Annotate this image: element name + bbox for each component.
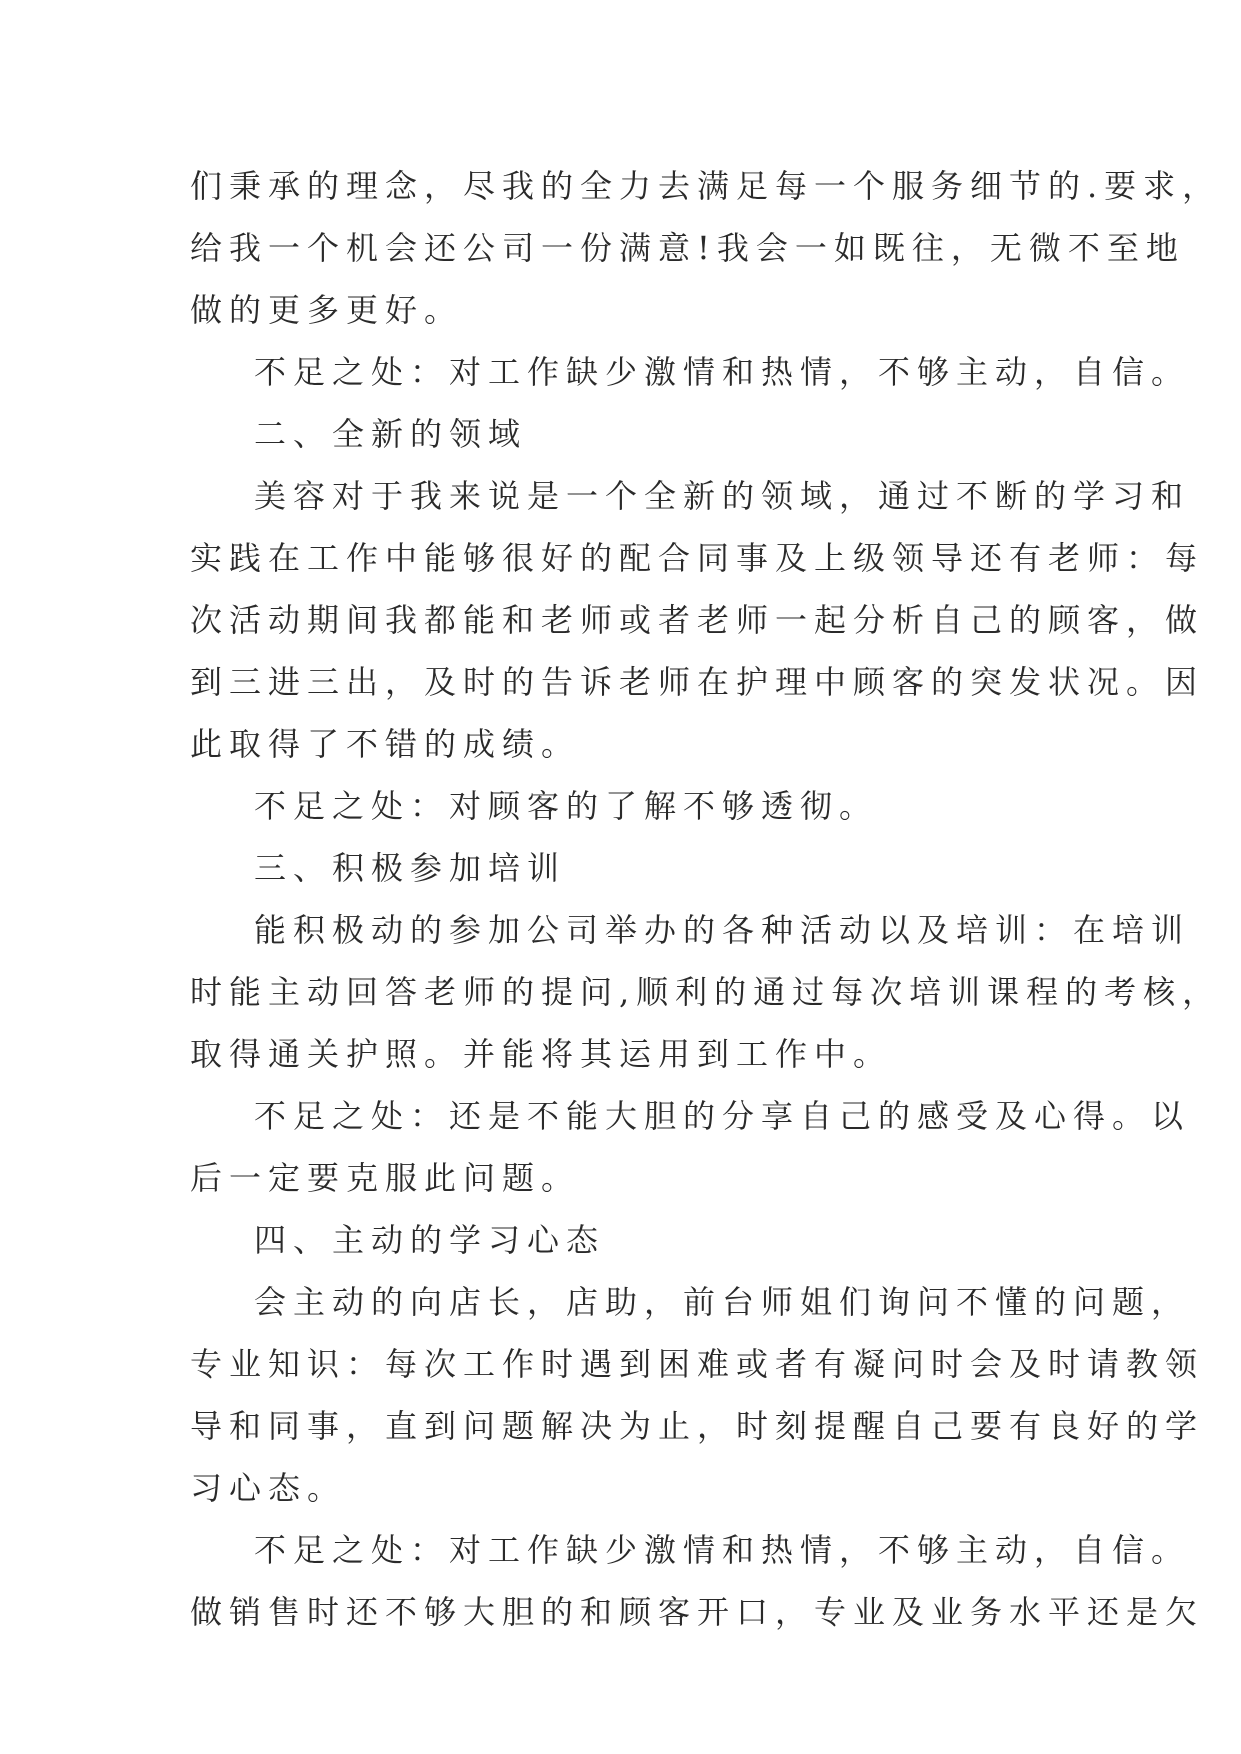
text-line: 时能主动回答老师的提问,顺利的通过每次培训课程的考核，	[190, 973, 1222, 1011]
text-line: 实践在工作中能够很好的配合同事及上级领导还有老师：每	[190, 539, 1205, 577]
text-line: 美容对于我来说是一个全新的领域，通过不断的学习和	[254, 477, 1191, 515]
text-line: 能积极动的参加公司举办的各种活动以及培训：在培训	[254, 911, 1191, 949]
document-body	[190, 155, 1222, 1643]
text-line: 做销售时还不够大胆的和顾客开口，专业及业务水平还是欠	[190, 1593, 1205, 1631]
text-line: 次活动期间我都能和老师或者老师一起分析自己的顾客，做	[190, 601, 1205, 639]
text-line: 取得通关护照。并能将其运用到工作中。	[190, 1035, 893, 1073]
section-heading: 四、主动的学习心态	[254, 1221, 606, 1259]
text-line: 专业知识：每次工作时遇到困难或者有凝问时会及时请教领	[190, 1345, 1205, 1383]
text-line: 到三进三出，及时的告诉老师在护理中顾客的突发状况。因	[190, 663, 1205, 701]
section-heading: 三、积极参加培训	[254, 849, 567, 887]
text-line: 此取得了不错的成绩。	[190, 725, 581, 763]
text-line: 习心态。	[190, 1469, 347, 1507]
text-line: 不足之处：对顾客的了解不够透彻。	[254, 787, 879, 825]
text-line: 后一定要克服此问题。	[190, 1159, 581, 1197]
text-line: 导和同事，直到问题解决为止，时刻提醒自己要有良好的学	[190, 1407, 1205, 1445]
text-line: 们秉承的理念，尽我的全力去满足每一个服务细节的.要求，	[190, 167, 1222, 205]
text-line: 给我一个机会还公司一份满意!我会一如既往，无微不至地	[190, 229, 1185, 267]
text-line: 不足之处：还是不能大胆的分享自己的感受及心得。以	[254, 1097, 1191, 1135]
text-line: 做的更多更好。	[190, 291, 464, 329]
text-line: 不足之处：对工作缺少激情和热情，不够主动，自信。	[254, 353, 1191, 391]
text-line: 会主动的向店长，店助，前台师姐们询问不懂的问题，	[254, 1283, 1191, 1321]
section-heading: 二、全新的领域	[254, 415, 528, 453]
text-line: 不足之处：对工作缺少激情和热情，不够主动，自信。	[254, 1531, 1191, 1569]
